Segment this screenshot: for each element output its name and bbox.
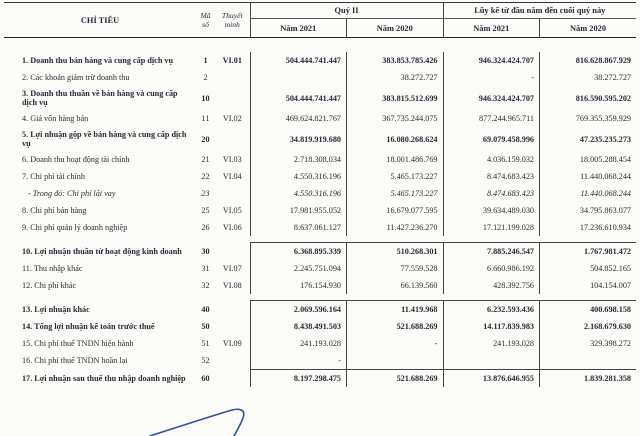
row-note: VI.04 bbox=[222, 172, 242, 181]
row-ytd-2021: 7.885.246.547 bbox=[443, 243, 540, 261]
header-group-ytd: Lũy kế từ đầu năm đến cuối quý này bbox=[443, 3, 636, 19]
table-row bbox=[4, 243, 636, 261]
row-q2-2021: 241.193.028 bbox=[250, 335, 347, 352]
row-q2-2020: 367.735.244.075 bbox=[347, 110, 444, 127]
row-note bbox=[215, 318, 250, 335]
header-q2-2021: Năm 2021 bbox=[250, 19, 347, 38]
row-note: VI.01 bbox=[222, 56, 242, 65]
row-note bbox=[215, 243, 250, 261]
row-label: - Trong đó: Chi phí lãi vay bbox=[28, 189, 116, 198]
row-q2-2021: 504.444.741.447 bbox=[250, 52, 347, 69]
row-q2-2020: 11.419.968 bbox=[347, 301, 444, 319]
row-q2-2021: 2.718.308.034 bbox=[250, 151, 347, 168]
row-q2-2021: 8.637.061.127 bbox=[250, 219, 347, 236]
row-q2-2020 bbox=[347, 352, 444, 370]
row-q2-2020: 77.559.528 bbox=[347, 260, 444, 277]
table-row bbox=[4, 219, 636, 236]
row-code: 11 bbox=[201, 114, 210, 123]
row-ytd-2021: 877.244.965.711 bbox=[443, 110, 540, 127]
row-ytd-2021: 6.660.986.192 bbox=[443, 260, 540, 277]
row-ytd-2020 bbox=[540, 352, 637, 370]
row-ytd-2020: 329.398.272 bbox=[540, 335, 637, 352]
row-q2-2021: - bbox=[250, 352, 347, 370]
row-label: 2. Các khoản giảm trừ doanh thu bbox=[22, 73, 130, 82]
header-ma-so-line2: số bbox=[202, 20, 209, 29]
row-code: 60 bbox=[201, 373, 210, 383]
row-note: VI.05 bbox=[222, 206, 242, 215]
row-code: 25 bbox=[201, 206, 210, 215]
row-code: 22 bbox=[201, 172, 210, 181]
row-code: 10 bbox=[201, 93, 210, 103]
row-code: 50 bbox=[201, 322, 210, 331]
row-q2-2021: 504.444.741.447 bbox=[250, 86, 347, 110]
row-q2-2020: 16.080.268.624 bbox=[347, 127, 444, 151]
row-note bbox=[215, 185, 250, 202]
row-ytd-2021: 69.079.458.996 bbox=[443, 127, 540, 151]
header-q2-2020: Năm 2020 bbox=[347, 19, 444, 38]
row-label: 12. Chi phí khác bbox=[22, 281, 77, 290]
row-q2-2021: 176.154.930 bbox=[250, 277, 347, 294]
row-code: 40 bbox=[201, 304, 210, 314]
header-thuyet-minh bbox=[215, 3, 250, 38]
row-q2-2020: 383.853.785.426 bbox=[347, 52, 444, 69]
row-ytd-2020: 11.440.068.244 bbox=[540, 185, 637, 202]
row-ytd-2021: 6.232.593.436 bbox=[443, 301, 540, 319]
row-ytd-2021: 17.121.199.028 bbox=[443, 219, 540, 236]
row-ytd-2020: 1.767.981.472 bbox=[540, 243, 637, 261]
row-code: 26 bbox=[201, 223, 210, 232]
row-note: VI.09 bbox=[222, 339, 242, 348]
row-label: 11. Thu nhập khác bbox=[22, 264, 83, 273]
row-q2-2020: 510.268.301 bbox=[347, 243, 444, 261]
row-note: VI.08 bbox=[222, 281, 242, 290]
row-ytd-2020: 769.355.359.929 bbox=[540, 110, 637, 127]
row-ytd-2020: 17.236.610.934 bbox=[540, 219, 637, 236]
row-code: 52 bbox=[201, 356, 210, 366]
row-code: 1 bbox=[203, 56, 208, 65]
row-q2-2020: 383.815.512.699 bbox=[347, 86, 444, 110]
row-ytd-2020: 1.839.281.358 bbox=[540, 370, 637, 388]
row-label: 5. Lợi nhuận gộp về bán hàng và cung cấp dịch vụ bbox=[22, 130, 187, 148]
row-note bbox=[215, 352, 250, 370]
row-q2-2020: 18.001.486.769 bbox=[347, 151, 444, 168]
table-row bbox=[4, 277, 636, 294]
row-q2-2020: 521.688.269 bbox=[347, 318, 444, 335]
header-group-quarter: Quý II bbox=[250, 3, 443, 19]
row-ytd-2020: 11.440.068.244 bbox=[540, 168, 637, 185]
row-q2-2021: 2.069.596.164 bbox=[250, 301, 347, 319]
table-row bbox=[4, 301, 636, 319]
row-note: VI.03 bbox=[222, 155, 242, 164]
row-q2-2021: 8.438.491.503 bbox=[250, 318, 347, 335]
row-note bbox=[215, 69, 250, 86]
row-note: VI.07 bbox=[222, 264, 242, 273]
row-ytd-2021: 8.474.683.423 bbox=[443, 185, 540, 202]
row-q2-2021 bbox=[250, 69, 347, 86]
row-code: 23 bbox=[201, 189, 210, 198]
row-q2-2020: 16.679.077.595 bbox=[347, 202, 444, 219]
table-row bbox=[4, 86, 636, 110]
row-ytd-2021 bbox=[443, 352, 540, 370]
row-label: 9. Chi phí quản lý doanh nghiệp bbox=[22, 223, 128, 232]
row-ytd-2021: 946.324.424.707 bbox=[443, 86, 540, 110]
row-ytd-2020: 504.852.165 bbox=[540, 260, 637, 277]
row-code: 31 bbox=[201, 264, 210, 273]
row-ytd-2021: 8.474.683.423 bbox=[443, 168, 540, 185]
row-label: 6. Doanh thu hoạt động tài chính bbox=[22, 155, 130, 164]
row-note bbox=[215, 301, 250, 319]
row-note bbox=[215, 127, 250, 151]
row-ytd-2021: 4.036.159.032 bbox=[443, 151, 540, 168]
row-label: 13. Lợi nhuận khác bbox=[22, 304, 90, 314]
table-row bbox=[4, 352, 636, 370]
row-ytd-2020: 816.590.595.202 bbox=[540, 86, 637, 110]
table-row bbox=[4, 52, 636, 69]
table-row bbox=[4, 69, 636, 86]
table-row bbox=[4, 185, 636, 202]
row-q2-2020: 66.139.560 bbox=[347, 277, 444, 294]
table-row bbox=[4, 202, 636, 219]
row-label: 4. Giá vốn hàng bán bbox=[22, 114, 89, 123]
income-statement-table bbox=[4, 2, 636, 387]
table-row bbox=[4, 370, 636, 388]
row-ytd-2021: 39.634.489.030 bbox=[443, 202, 540, 219]
row-code: 2 bbox=[203, 73, 208, 82]
row-q2-2021: 4.550.316.196 bbox=[250, 185, 347, 202]
header-ytd-2020: Năm 2020 bbox=[540, 19, 637, 38]
header-thuyet-minh-line2: minh bbox=[224, 20, 240, 29]
row-ytd-2020: 400.698.158 bbox=[540, 301, 637, 319]
row-q2-2020: 38.272.727 bbox=[347, 69, 444, 86]
row-ytd-2020: 2.168.679.630 bbox=[540, 318, 637, 335]
table-row bbox=[4, 260, 636, 277]
row-label: 16. Chi phí thuế TNDN hoãn lại bbox=[22, 356, 128, 366]
row-note bbox=[215, 370, 250, 388]
row-label: 10. Lợi nhuận thuần từ hoạt động kinh doanh bbox=[22, 246, 182, 256]
row-ytd-2020: 34.795.863.077 bbox=[540, 202, 637, 219]
table-row bbox=[4, 151, 636, 168]
row-ytd-2021: - bbox=[443, 69, 540, 86]
table-row bbox=[4, 168, 636, 185]
row-note bbox=[215, 86, 250, 110]
row-q2-2020: - bbox=[347, 335, 444, 352]
table-row bbox=[4, 127, 636, 151]
row-label: 1. Doanh thu bán hàng và cung cấp dịch vụ bbox=[22, 56, 174, 65]
row-code: 32 bbox=[201, 281, 210, 290]
row-q2-2020: 521.688.269 bbox=[347, 370, 444, 388]
row-label: 3. Doanh thu thuần về bán hàng và cung cấp dịch vụ bbox=[22, 89, 178, 107]
row-q2-2021: 469.624.821.767 bbox=[250, 110, 347, 127]
row-label: 7. Chi phí tài chính bbox=[22, 172, 85, 181]
row-q2-2021: 34.819.919.680 bbox=[250, 127, 347, 151]
row-q2-2021: 2.245.751.094 bbox=[250, 260, 347, 277]
row-ytd-2021: 946.324.424.707 bbox=[443, 52, 540, 69]
row-q2-2021: 4.550.316.196 bbox=[250, 168, 347, 185]
row-q2-2020: 5.465.173.227 bbox=[347, 185, 444, 202]
statement-rows bbox=[4, 38, 636, 388]
header-thuyet-minh-line1: Thuyết bbox=[221, 11, 243, 20]
row-label: 15. Chi phí thuế TNDN hiện hành bbox=[22, 339, 134, 348]
table-row bbox=[4, 318, 636, 335]
row-ytd-2020: 38.272.727 bbox=[540, 69, 637, 86]
row-ytd-2020: 104.154.007 bbox=[540, 277, 637, 294]
row-ytd-2021: 14.117.839.983 bbox=[443, 318, 540, 335]
row-ytd-2020: 816.628.867.929 bbox=[540, 52, 637, 69]
row-note: VI.02 bbox=[222, 114, 242, 123]
header-ma-so bbox=[196, 3, 215, 38]
row-note: VI.06 bbox=[222, 223, 242, 232]
row-ytd-2020: 47.235.235.273 bbox=[540, 127, 637, 151]
row-label: 8. Chi phí bán hàng bbox=[22, 206, 87, 215]
row-code: 20 bbox=[201, 134, 210, 144]
row-q2-2020: 5.465.173.227 bbox=[347, 168, 444, 185]
header-ma-so-line1: Mã bbox=[200, 11, 211, 20]
row-ytd-2021: 428.392.756 bbox=[443, 277, 540, 294]
header-chi-tieu: CHỈ TIÊU bbox=[4, 3, 196, 38]
row-q2-2021: 6.368.895.339 bbox=[250, 243, 347, 261]
row-code: 21 bbox=[201, 155, 210, 164]
row-ytd-2021: 241.193.028 bbox=[443, 335, 540, 352]
row-ytd-2020: 18.005.288.454 bbox=[540, 151, 637, 168]
row-code: 51 bbox=[201, 339, 210, 348]
header-ytd-2021: Năm 2021 bbox=[443, 19, 540, 38]
row-code: 30 bbox=[201, 246, 210, 256]
row-q2-2020: 11.427.236.270 bbox=[347, 219, 444, 236]
row-label: 14. Tổng lợi nhuận kế toán trước thuế bbox=[22, 322, 155, 331]
row-ytd-2021: 13.876.646.955 bbox=[443, 370, 540, 388]
table-row bbox=[4, 110, 636, 127]
table-row bbox=[4, 335, 636, 352]
row-label: 17. Lợi nhuận sau thuế thu nhập doanh nghiệp bbox=[22, 373, 186, 383]
row-q2-2021: 17.981.955.052 bbox=[250, 202, 347, 219]
row-q2-2021: 8.197.298.475 bbox=[250, 370, 347, 388]
